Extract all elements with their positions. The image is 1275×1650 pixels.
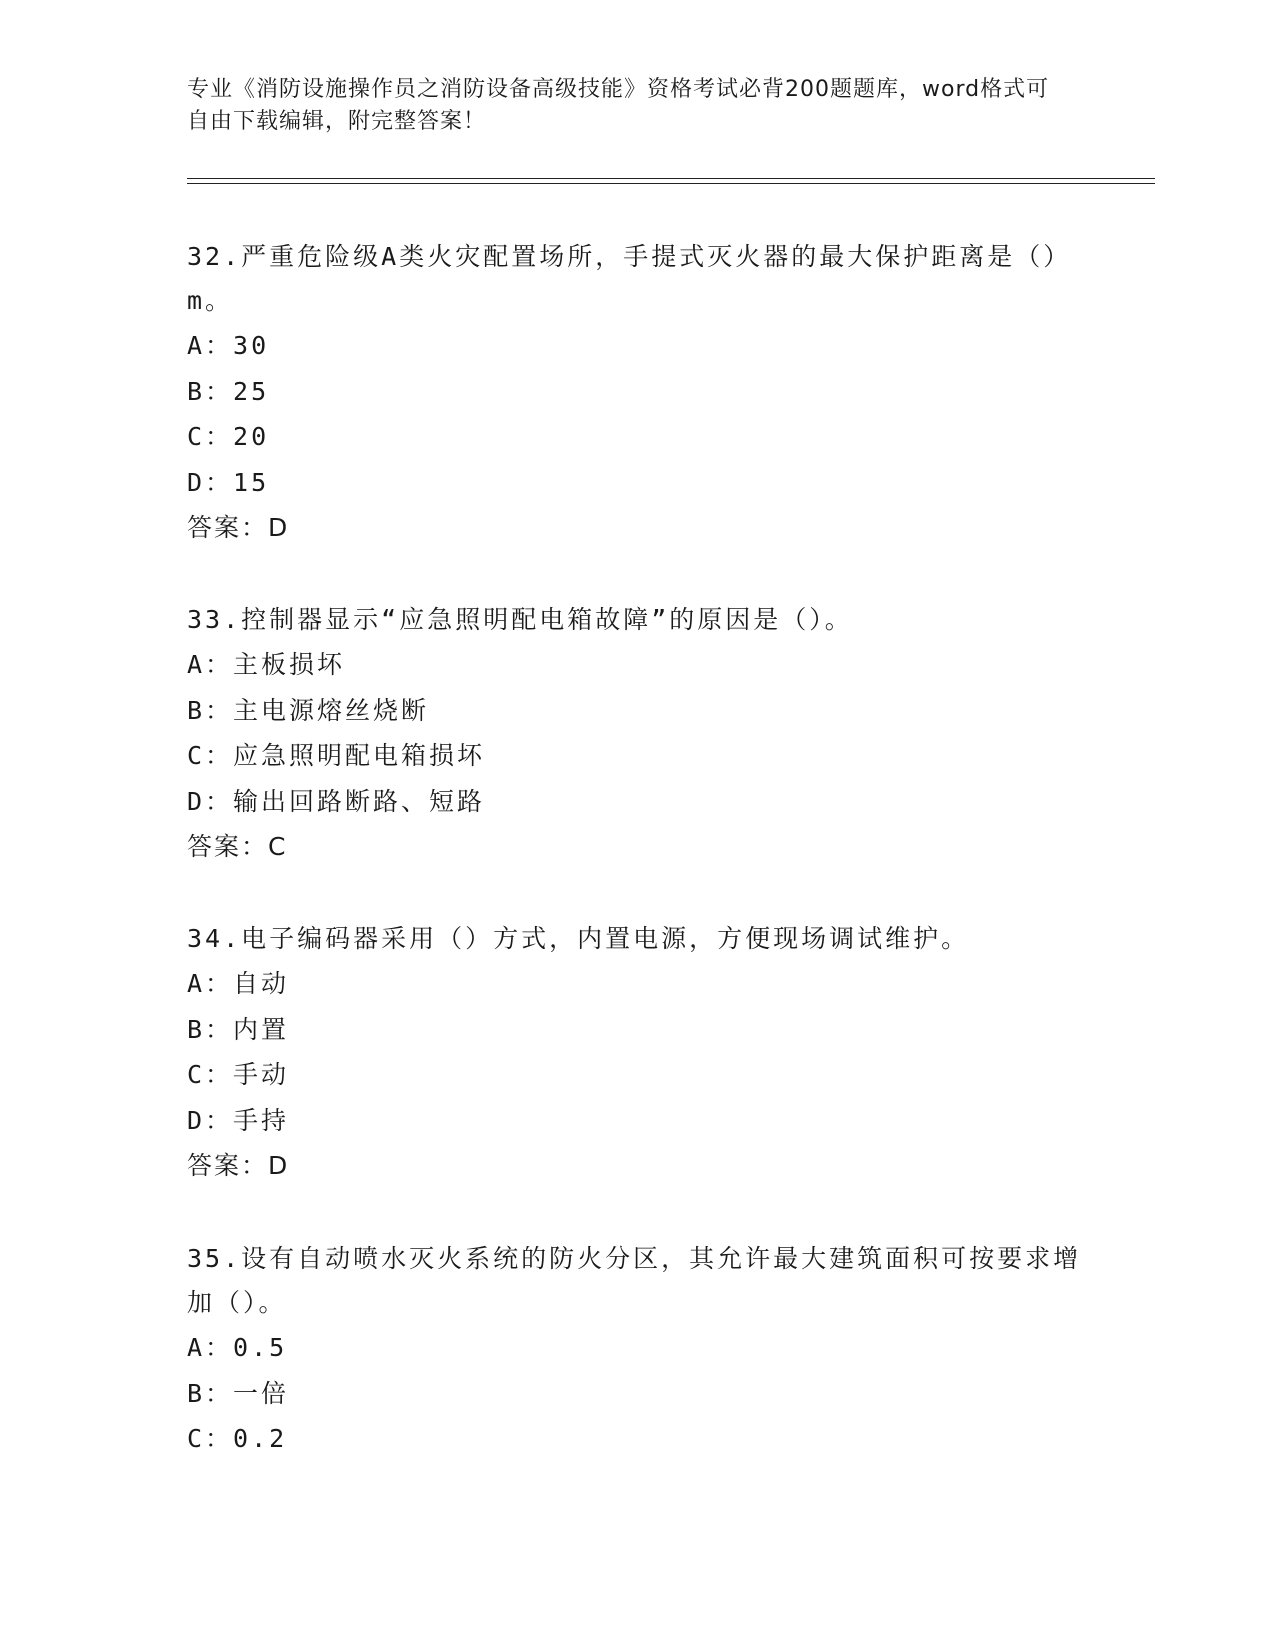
option-b: B：一倍 [187, 1378, 290, 1408]
answer-label: 答案：D [187, 1151, 290, 1180]
option-c: C：20 [187, 422, 270, 451]
answer-label: 答案：D [187, 513, 290, 542]
question-block [187, 1237, 1087, 1462]
option-a: A：0.5 [187, 1333, 288, 1362]
option-c: C：应急照明配电箱损坏 [187, 741, 486, 770]
option-c: C：0.2 [187, 1424, 288, 1453]
header-divider-top [187, 178, 1155, 179]
option-b: B：主电源熔丝烧断 [187, 695, 430, 725]
option-a: A：主板损坏 [187, 650, 346, 679]
option-d: D：15 [187, 467, 270, 497]
question-block [187, 917, 1087, 1189]
option-c: C：手动 [187, 1060, 290, 1089]
question-stem: 32.严重危险级A类火灾配置场所，手提式灭火器的最大保护距离是（）m。 [187, 242, 1072, 315]
question-stem: 35.设有自动喷水灭火系统的防火分区，其允许最大建筑面积可按要求增加（）。 [187, 1244, 1082, 1317]
option-a: A：自动 [187, 969, 290, 998]
option-b: B：内置 [187, 1014, 290, 1044]
option-d: D：手持 [187, 1105, 290, 1135]
option-d: D：输出回路断路、短路 [187, 786, 486, 816]
header-divider-bottom [187, 183, 1155, 184]
document-header: 专业《消防设施操作员之消防设备高级技能》资格考试必背200题题库，word格式可自由下载编辑，附完整答案！ [187, 77, 1050, 134]
answer-label: 答案：C [187, 832, 288, 861]
option-b: B：25 [187, 376, 270, 406]
question-block [187, 235, 1087, 551]
option-a: A：30 [187, 331, 270, 360]
question-stem: 34.电子编码器采用（）方式，内置电源，方便现场调试维护。 [187, 924, 970, 953]
question-block [187, 598, 1087, 870]
question-stem: 33.控制器显示“应急照明配电箱故障”的原因是（）。 [187, 605, 853, 634]
